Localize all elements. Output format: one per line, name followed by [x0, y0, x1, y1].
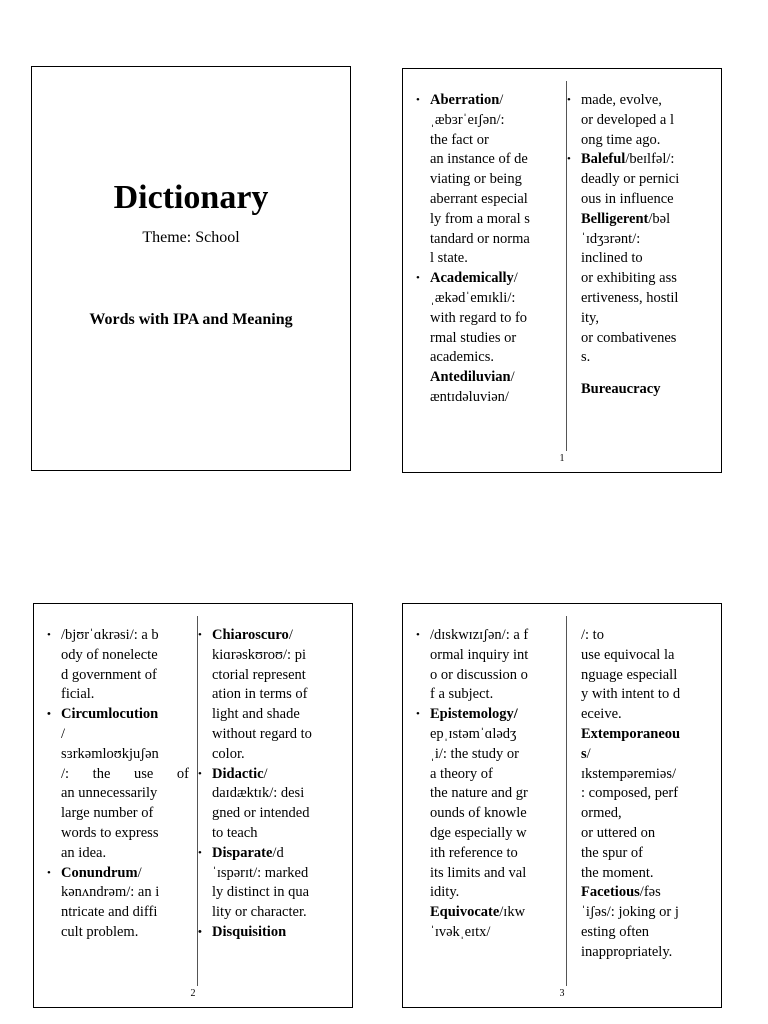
entry-line: aberrant especial	[430, 190, 528, 207]
entry-line: daɪdæktɪk/: desi	[212, 785, 305, 802]
entry-line: or uttered on	[581, 824, 656, 841]
entry-line: its limits and val	[430, 864, 527, 881]
entry-line: the fact or	[430, 131, 489, 148]
entry-line: • Epistemology/	[430, 705, 558, 725]
entry-line: y with intent to d	[581, 686, 681, 703]
cover-title: Dictionary	[113, 179, 269, 216]
entry-line: ficial.	[61, 686, 95, 703]
entry-line: ˈiʃəs/: joking or j	[581, 904, 679, 921]
entry-line: ertiveness, hostil	[581, 289, 679, 306]
dictionary-page-3	[402, 603, 722, 1008]
entry-line: Antediluvian/	[430, 369, 515, 386]
cover-page	[31, 66, 351, 471]
entry-line: ˈɪvəkˌeɪtx/	[430, 923, 491, 940]
entry-line: ˌæbɜrˈeɪʃən/:	[430, 111, 505, 128]
entry-line: s.	[581, 349, 591, 366]
entry-line: idity.	[430, 884, 460, 901]
entry-line: ly distinct in qua	[212, 884, 310, 901]
entry-line: ctorial represent	[212, 666, 306, 683]
entry-line: Facetious/fəs	[581, 884, 661, 901]
entry-line: kənʌndrəm/: an i	[61, 884, 160, 901]
entry-line: • Chiaroscuro/	[212, 626, 336, 646]
entry-line: or exhibiting ass	[581, 270, 677, 287]
column-divider	[566, 81, 567, 451]
entry-line: • /bjʊrˈɑkrəsi/: a b	[61, 626, 189, 646]
entry-line: without regard to	[212, 725, 312, 742]
entry-line: Belligerent/bəl	[581, 210, 671, 227]
entry-line: /: the use of	[61, 765, 189, 782]
page1-left-column	[430, 91, 558, 408]
entry-line: rmal studies or	[430, 329, 517, 346]
entry-line: /: to	[581, 627, 604, 643]
entry-line: æntɪdəluviən/	[430, 388, 509, 405]
entry-line: Equivocate/ɪkw	[430, 904, 526, 921]
page-number: 3	[559, 988, 565, 999]
entry-line: with regard to fo	[430, 309, 528, 326]
entry-line: ˌi/: the study or	[430, 745, 520, 762]
entry-line: the nature and gr	[430, 785, 528, 802]
entry-line: ity,	[581, 309, 599, 326]
entry-line: inclined to	[581, 250, 643, 267]
entry-line: ˌækədˈemɪkli/:	[430, 289, 516, 306]
entry-line: ntricate and diffi	[61, 904, 158, 921]
entry-line: or developed a l	[581, 111, 675, 128]
entry-line: l state.	[430, 250, 468, 267]
entry-line: words to express	[61, 824, 159, 841]
entry-line: deadly or pernici	[581, 171, 680, 188]
entry-line: ly from a moral s	[430, 210, 530, 227]
entry-line: ˈɪdʒɜrənt/:	[581, 230, 641, 247]
entry-line: • Academically/	[430, 269, 558, 289]
entry-line: Bureaucracy	[581, 381, 661, 398]
entry-line: viating or being	[430, 171, 522, 188]
entry-line: ɪkstempəremiəs/	[581, 765, 677, 782]
entry-line: ˈɪspərɪt/: marked	[212, 864, 309, 881]
entry-line: f a subject.	[430, 686, 494, 703]
entry-line: kiɑrəskʊroʊ/: pi	[212, 646, 306, 663]
entry-line: nguage especiall	[581, 666, 678, 683]
page-number: 1	[559, 453, 565, 464]
entry-line: • Didactic/	[212, 765, 336, 785]
entry-line: color.	[212, 745, 245, 762]
entry-line: /	[61, 725, 66, 742]
entry-line: large number of	[61, 805, 154, 822]
entry-line: o or discussion o	[430, 666, 528, 683]
entry-line: lity or character.	[212, 904, 307, 921]
entry-line: : composed, perf	[581, 785, 679, 802]
dictionary-page-2	[33, 603, 353, 1008]
entry-line: tandard or norma	[430, 230, 530, 247]
page3-right-column	[581, 626, 705, 963]
dictionary-page-1	[402, 68, 722, 473]
entry-line: sɜrkəmloʊkjuʃən	[61, 745, 159, 762]
entry-line: Extemporaneou	[581, 725, 681, 742]
entry-line: academics.	[430, 349, 495, 366]
entry-line: an instance of de	[430, 151, 528, 168]
entry-line: • /dɪskwɪzɪʃən/: a f	[430, 626, 558, 646]
entry-line: • Disparate/d	[212, 844, 336, 864]
cover-theme: Theme: School	[142, 229, 240, 246]
entry-line: an idea.	[61, 844, 107, 861]
entry-line: s/	[581, 745, 591, 762]
entry-line: ody of nonelecte	[61, 646, 158, 663]
entry-line: ation in terms of	[212, 686, 308, 703]
page2-left-column	[61, 626, 189, 943]
entry-line: or combativenes	[581, 329, 677, 346]
entry-line: light and shade	[212, 706, 300, 723]
entry-line: to teach	[212, 824, 258, 841]
entry-line: • Disquisition	[212, 923, 336, 943]
entry-line: ous in influence	[581, 190, 674, 207]
page-number: 2	[190, 988, 196, 999]
entry-line: ong time ago.	[581, 131, 661, 148]
entry-line: the spur of	[581, 844, 644, 861]
entry-line: an unnecessarily	[61, 785, 158, 802]
cover-subtitle: Words with IPA and Meaning	[89, 311, 293, 328]
entry-line: inappropriately.	[581, 943, 673, 960]
entry-line: esting often	[581, 923, 650, 940]
entry-line: • Aberration/	[430, 91, 558, 111]
entry-line: cult problem.	[61, 923, 139, 940]
entry-line: gned or intended	[212, 805, 310, 822]
entry-line: • Baleful/beɪlfəl/:	[581, 150, 705, 170]
entry-line: dge especially w	[430, 824, 527, 841]
page1-right-column	[581, 91, 705, 400]
entry-line: use equivocal la	[581, 646, 675, 663]
page2-right-column	[212, 626, 336, 943]
page3-left-column	[430, 626, 558, 943]
entry-line: ith reference to	[430, 844, 518, 861]
entry-line: • Conundrum/	[61, 864, 189, 884]
entry-line: ormed,	[581, 805, 622, 822]
column-divider	[566, 616, 567, 986]
entry-line: eceive.	[581, 706, 622, 723]
entry-line: the moment.	[581, 864, 654, 881]
entry-line: epˌɪstəmˈɑlədʒ	[430, 725, 517, 742]
entry-line: ormal inquiry int	[430, 646, 529, 663]
entry-line: • Circumlocution	[61, 705, 189, 725]
entry-line: a theory of	[430, 765, 493, 782]
entry-line: • made, evolve,	[581, 91, 705, 111]
entry-line: d government of	[61, 666, 157, 683]
entry-line: ounds of knowle	[430, 805, 527, 822]
